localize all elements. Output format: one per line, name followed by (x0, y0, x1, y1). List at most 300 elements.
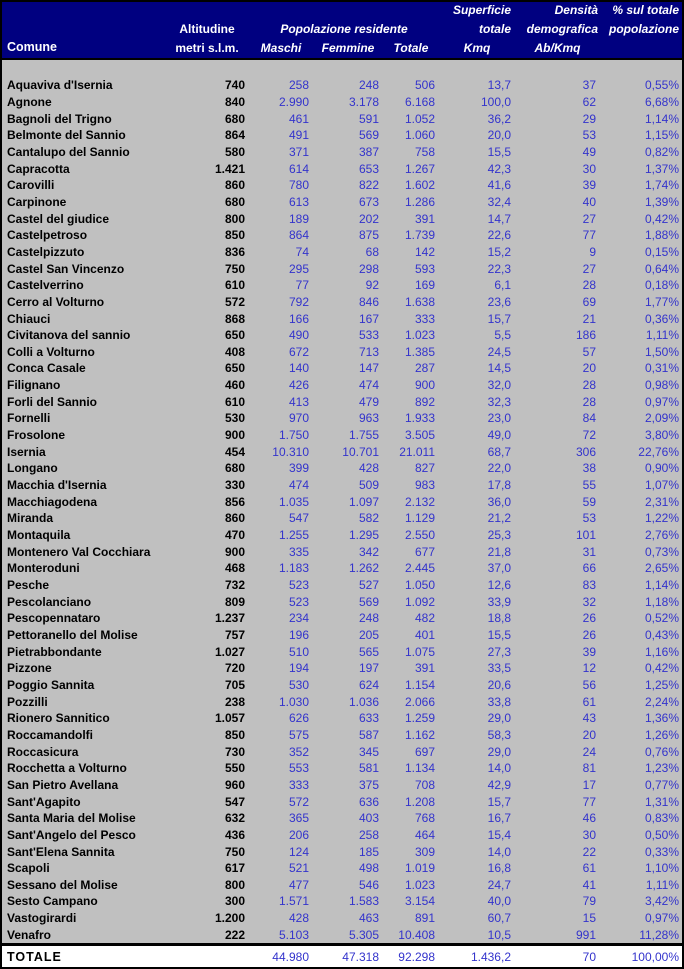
percento-cell: 1,74% (644, 178, 679, 193)
percento-cell: 22,76% (638, 444, 679, 459)
totale-cell: 677 (414, 544, 435, 559)
maschi-cell: 295 (288, 261, 309, 276)
totale-cell: 1.075 (404, 644, 435, 659)
table-row (2, 177, 682, 194)
densita-cell: 30 (582, 161, 596, 176)
total-superficie: 1.436,2 (470, 949, 511, 964)
total-totale: 92.298 (398, 949, 435, 964)
totale-cell: 758 (414, 144, 435, 159)
superficie-cell: 22,0 (487, 461, 511, 476)
comune-cell: Cerro al Volturno (7, 294, 105, 309)
maschi-cell: 140 (288, 361, 309, 376)
altitudine-cell: 1.027 (214, 644, 245, 659)
maschi-cell: 474 (288, 478, 309, 493)
header-femmine: Femmine (321, 41, 375, 55)
table-row (2, 693, 682, 710)
totale-cell: 2.445 (404, 561, 435, 576)
femmine-cell: 581 (358, 761, 379, 776)
femmine-cell: 342 (358, 544, 379, 559)
table-row (2, 843, 682, 860)
femmine-cell: 1.583 (348, 894, 379, 909)
comune-cell: Bagnoli del Trigno (7, 111, 112, 126)
femmine-cell: 636 (358, 794, 379, 809)
header-totale: Totale (393, 41, 429, 55)
total-row (2, 943, 682, 967)
maschi-cell: 547 (288, 511, 309, 526)
maschi-cell: 428 (288, 911, 309, 926)
superficie-cell: 16,7 (487, 811, 511, 826)
superficie-cell: 32,0 (487, 378, 511, 393)
superficie-cell: 15,4 (487, 827, 511, 842)
table-row (2, 477, 682, 494)
totale-cell: 892 (414, 394, 435, 409)
totale-cell: 21.011 (399, 444, 435, 459)
maschi-cell: 206 (288, 827, 309, 842)
total-femmine: 47.318 (342, 949, 379, 964)
percento-cell: 0,36% (644, 311, 679, 326)
comune-cell: Chiauci (7, 311, 51, 326)
densita-cell: 101 (575, 528, 596, 543)
comune-cell: Rionero Sannitico (7, 711, 110, 726)
header-maschi: Maschi (260, 41, 302, 55)
table-row (2, 710, 682, 727)
table-row (2, 860, 682, 877)
comune-cell: Pesche (7, 578, 50, 593)
altitudine-cell: 1.057 (214, 711, 245, 726)
femmine-cell: 1.036 (348, 694, 379, 709)
altitudine-cell: 960 (224, 777, 245, 792)
femmine-cell: 498 (358, 861, 379, 876)
altitudine-cell: 580 (224, 144, 245, 159)
altitudine-cell: 650 (224, 361, 245, 376)
maschi-cell: 490 (288, 328, 309, 343)
altitudine-cell: 1.200 (214, 911, 245, 926)
table-row (2, 110, 682, 127)
maschi-cell: 477 (288, 877, 309, 892)
percento-cell: 0,97% (644, 911, 679, 926)
percento-cell: 0,15% (644, 244, 679, 259)
femmine-cell: 673 (358, 194, 379, 209)
altitudine-cell: 732 (224, 578, 245, 593)
table-row (2, 627, 682, 644)
altitudine-cell: 550 (224, 761, 245, 776)
maschi-cell: 234 (288, 611, 309, 626)
comune-cell: Filignano (7, 378, 61, 393)
comune-cell: Agnone (7, 94, 52, 109)
percento-cell: 1,15% (644, 128, 679, 143)
altitudine-cell: 860 (224, 511, 245, 526)
superficie-cell: 15,5 (487, 627, 511, 642)
densita-cell: 57 (582, 344, 596, 359)
femmine-cell: 569 (358, 594, 379, 609)
superficie-cell: 6,1 (494, 278, 511, 293)
table-row (2, 310, 682, 327)
altitudine-cell: 1.237 (214, 611, 245, 626)
maschi-cell: 426 (288, 378, 309, 393)
comune-cell: Castelpizzuto (7, 244, 85, 259)
superficie-cell: 27,3 (487, 644, 511, 659)
header-densita-line2: demografica (526, 22, 598, 36)
densita-cell: 84 (582, 411, 596, 426)
densita-cell: 31 (582, 544, 596, 559)
comune-cell: Macchia d'Isernia (7, 478, 107, 493)
femmine-cell: 298 (358, 261, 379, 276)
percento-cell: 0,42% (644, 661, 679, 676)
superficie-cell: 15,7 (487, 794, 511, 809)
superficie-cell: 42,9 (487, 777, 511, 792)
superficie-cell: 41,6 (487, 178, 511, 193)
table-row (2, 510, 682, 527)
altitudine-cell: 454 (224, 444, 245, 459)
femmine-cell: 202 (358, 211, 379, 226)
percento-cell: 0,90% (644, 461, 679, 476)
superficie-cell: 32,4 (487, 194, 511, 209)
percento-cell: 0,52% (644, 611, 679, 626)
totale-cell: 3.505 (404, 428, 435, 443)
maschi-cell: 1.030 (278, 694, 309, 709)
maschi-cell: 626 (288, 711, 309, 726)
totale-cell: 1.259 (404, 711, 435, 726)
table-row (2, 277, 682, 294)
femmine-cell: 1.097 (348, 494, 379, 509)
table-row (2, 427, 682, 444)
totale-cell: 891 (414, 911, 435, 926)
comune-cell: Pietrabbondante (7, 644, 102, 659)
maschi-cell: 365 (288, 811, 309, 826)
densita-cell: 55 (582, 478, 596, 493)
totale-cell: 1.933 (404, 411, 435, 426)
densita-cell: 30 (582, 827, 596, 842)
table-row (2, 360, 682, 377)
percento-cell: 0,76% (644, 744, 679, 759)
total-percento: 100,00% (631, 949, 679, 964)
comune-cell: Santa Maria del Molise (7, 811, 136, 826)
maschi-cell: 1.571 (278, 894, 309, 909)
percento-cell: 1,11% (645, 328, 679, 343)
percento-cell: 1,25% (644, 677, 679, 692)
maschi-cell: 792 (288, 294, 309, 309)
percento-cell: 1,10% (644, 861, 679, 876)
maschi-cell: 189 (288, 211, 309, 226)
percento-cell: 0,55% (644, 78, 679, 93)
table-row (2, 810, 682, 827)
table-row (2, 877, 682, 894)
femmine-cell: 713 (358, 344, 379, 359)
femmine-cell: 509 (358, 478, 379, 493)
densita-cell: 39 (582, 644, 596, 659)
totale-cell: 464 (414, 827, 435, 842)
totale-cell: 391 (414, 661, 435, 676)
maschi-cell: 352 (288, 744, 309, 759)
femmine-cell: 205 (358, 627, 379, 642)
comune-cell: Castel San Vincenzo (7, 261, 125, 276)
table-row (2, 410, 682, 427)
femmine-cell: 474 (358, 378, 379, 393)
table-row (2, 77, 682, 94)
femmine-cell: 963 (358, 411, 379, 426)
table-row (2, 893, 682, 910)
femmine-cell: 248 (358, 78, 379, 93)
altitudine-cell: 850 (224, 727, 245, 742)
comune-cell: Pozzilli (7, 694, 48, 709)
densita-cell: 186 (575, 328, 596, 343)
altitudine-cell: 900 (224, 544, 245, 559)
femmine-cell: 1.295 (348, 528, 379, 543)
percento-cell: 1,50% (644, 344, 679, 359)
maschi-cell: 194 (288, 661, 309, 676)
femmine-cell: 5.305 (348, 927, 379, 942)
total-maschi: 44.980 (272, 949, 309, 964)
superficie-cell: 18,8 (487, 611, 511, 626)
totale-cell: 1.162 (404, 727, 435, 742)
densita-cell: 53 (582, 128, 596, 143)
maschi-cell: 1.750 (278, 428, 309, 443)
percento-cell: 1,23% (644, 761, 679, 776)
comune-cell: Poggio Sannita (7, 677, 95, 692)
totale-cell: 593 (414, 261, 435, 276)
femmine-cell: 624 (358, 677, 379, 692)
maschi-cell: 166 (288, 311, 309, 326)
totale-cell: 1.739 (404, 228, 435, 243)
femmine-cell: 587 (358, 727, 379, 742)
altitudine-cell: 222 (224, 927, 245, 942)
superficie-cell: 14,7 (487, 211, 511, 226)
superficie-cell: 17,8 (487, 478, 511, 493)
table-row (2, 910, 682, 927)
altitudine-cell: 530 (224, 411, 245, 426)
percento-cell: 0,33% (644, 844, 679, 859)
totale-cell: 900 (414, 378, 435, 393)
table-row (2, 793, 682, 810)
header-altitudine-line2: metri s.l.m. (175, 41, 239, 55)
superficie-cell: 14,5 (487, 361, 511, 376)
table-body (2, 60, 682, 943)
altitudine-cell: 750 (224, 844, 245, 859)
densita-cell: 39 (582, 178, 596, 193)
superficie-cell: 42,3 (487, 161, 511, 176)
maschi-cell: 333 (288, 777, 309, 792)
superficie-cell: 68,7 (487, 444, 511, 459)
altitudine-cell: 705 (224, 677, 245, 692)
altitudine-cell: 610 (224, 394, 245, 409)
comune-cell: Pizzone (7, 661, 52, 676)
percento-cell: 1,77% (644, 294, 679, 309)
altitudine-cell: 1.421 (214, 161, 245, 176)
densita-cell: 46 (582, 811, 596, 826)
maschi-cell: 1.183 (278, 561, 309, 576)
superficie-cell: 36,2 (487, 111, 511, 126)
densita-cell: 32 (582, 594, 596, 609)
table-row (2, 460, 682, 477)
percento-cell: 2,31% (644, 494, 679, 509)
densita-cell: 27 (582, 211, 596, 226)
densita-cell: 69 (582, 294, 596, 309)
table-row (2, 577, 682, 594)
percento-cell: 0,50% (644, 827, 679, 842)
comune-cell: San Pietro Avellana (7, 777, 119, 792)
maschi-cell: 196 (288, 627, 309, 642)
superficie-cell: 12,6 (487, 578, 511, 593)
comune-cell: Pescopennataro (7, 611, 101, 626)
superficie-cell: 32,3 (487, 394, 511, 409)
comune-cell: Forli del Sannio (7, 394, 98, 409)
totale-cell: 1.286 (404, 194, 435, 209)
percento-cell: 1,22% (644, 511, 679, 526)
percento-cell: 1,16% (644, 644, 679, 659)
altitudine-cell: 809 (224, 594, 245, 609)
table-row (2, 543, 682, 560)
densita-cell: 29 (582, 111, 596, 126)
densita-cell: 56 (582, 677, 596, 692)
comune-cell: Sant'Angelo del Pesco (7, 827, 136, 842)
header-percento-line1: % sul totale (612, 3, 679, 17)
densita-cell: 49 (582, 144, 596, 159)
maschi-cell: 864 (288, 228, 309, 243)
superficie-cell: 37,0 (487, 561, 511, 576)
densita-cell: 43 (582, 711, 596, 726)
superficie-cell: 100,0 (480, 94, 511, 109)
superficie-cell: 15,5 (487, 144, 511, 159)
femmine-cell: 533 (358, 328, 379, 343)
table-row (2, 777, 682, 794)
maschi-cell: 371 (288, 144, 309, 159)
comune-cell: Sant'Elena Sannita (7, 844, 115, 859)
table-row (2, 227, 682, 244)
femmine-cell: 147 (358, 361, 379, 376)
comune-cell: Longano (7, 461, 58, 476)
superficie-cell: 22,6 (487, 228, 511, 243)
femmine-cell: 428 (358, 461, 379, 476)
densita-cell: 15 (582, 911, 596, 926)
superficie-cell: 33,9 (487, 594, 511, 609)
totale-cell: 3.154 (404, 894, 435, 909)
totale-cell: 708 (414, 777, 435, 792)
percento-cell: 1,36% (644, 711, 679, 726)
totale-cell: 1.638 (404, 294, 435, 309)
comune-cell: Belmonte del Sannio (7, 128, 126, 143)
superficie-cell: 15,7 (487, 311, 511, 326)
altitudine-cell: 680 (224, 194, 245, 209)
comune-cell: Roccasicura (7, 744, 79, 759)
densita-cell: 20 (582, 727, 596, 742)
superficie-cell: 23,6 (487, 294, 511, 309)
totale-cell: 697 (414, 744, 435, 759)
table-row (2, 327, 682, 344)
altitudine-cell: 460 (224, 378, 245, 393)
altitudine-cell: 860 (224, 178, 245, 193)
altitudine-cell: 864 (224, 128, 245, 143)
maschi-cell: 970 (288, 411, 309, 426)
superficie-cell: 24,7 (487, 877, 511, 892)
maschi-cell: 530 (288, 677, 309, 692)
totale-cell: 1.052 (404, 111, 435, 126)
table-row (2, 377, 682, 394)
comune-cell: Castelpetroso (7, 228, 88, 243)
superficie-cell: 58,3 (487, 727, 511, 742)
comune-cell: Venafro (7, 927, 52, 942)
maschi-cell: 2.990 (278, 94, 309, 109)
femmine-cell: 68 (365, 244, 379, 259)
superficie-cell: 23,0 (487, 411, 511, 426)
percento-cell: 1,14% (644, 111, 679, 126)
comune-cell: Sant'Agapito (7, 794, 81, 809)
superficie-cell: 13,7 (487, 78, 511, 93)
percento-cell: 0,77% (644, 777, 679, 792)
densita-cell: 12 (582, 661, 596, 676)
percento-cell: 1,18% (644, 594, 679, 609)
totale-cell: 983 (414, 478, 435, 493)
table-header (2, 2, 682, 60)
comune-cell: Montenero Val Cocchiara (7, 544, 151, 559)
table-row (2, 443, 682, 460)
table-row (2, 160, 682, 177)
totale-cell: 1.154 (404, 677, 435, 692)
altitudine-cell: 300 (224, 894, 245, 909)
altitudine-cell: 800 (224, 211, 245, 226)
densita-cell: 83 (582, 578, 596, 593)
total-densita: 70 (582, 949, 596, 964)
percento-cell: 2,65% (644, 561, 679, 576)
percento-cell: 2,76% (644, 528, 679, 543)
maschi-cell: 572 (288, 794, 309, 809)
altitudine-cell: 900 (224, 428, 245, 443)
totale-cell: 1.050 (404, 578, 435, 593)
densita-cell: 21 (582, 311, 596, 326)
superficie-cell: 33,8 (487, 694, 511, 709)
densita-cell: 991 (575, 927, 596, 942)
densita-cell: 79 (582, 894, 596, 909)
femmine-cell: 258 (358, 827, 379, 842)
altitudine-cell: 868 (224, 311, 245, 326)
superficie-cell: 5,5 (494, 328, 511, 343)
comune-cell: Scapoli (7, 861, 50, 876)
comune-cell: Roccamandolfi (7, 727, 94, 742)
totale-cell: 2.132 (404, 494, 435, 509)
superficie-cell: 14,0 (487, 761, 511, 776)
comune-cell: Sesto Campano (7, 894, 98, 909)
totale-cell: 10.408 (398, 927, 435, 942)
percento-cell: 1,14% (644, 578, 679, 593)
densita-cell: 62 (582, 94, 596, 109)
maschi-cell: 613 (288, 194, 309, 209)
percento-cell: 0,43% (644, 627, 679, 642)
altitudine-cell: 680 (224, 111, 245, 126)
table-row (2, 393, 682, 410)
altitudine-cell: 850 (224, 228, 245, 243)
table-row (2, 127, 682, 144)
percento-cell: 1,26% (644, 727, 679, 742)
densita-cell: 28 (582, 278, 596, 293)
maschi-cell: 10.310 (272, 444, 309, 459)
comune-cell: Castelverrino (7, 278, 84, 293)
femmine-cell: 653 (358, 161, 379, 176)
densita-cell: 53 (582, 511, 596, 526)
percento-cell: 3,42% (644, 894, 679, 909)
femmine-cell: 633 (358, 711, 379, 726)
percento-cell: 0,18% (644, 278, 679, 293)
femmine-cell: 846 (358, 294, 379, 309)
totale-cell: 1.267 (404, 161, 435, 176)
superficie-cell: 10,5 (487, 927, 511, 942)
superficie-cell: 60,7 (487, 911, 511, 926)
femmine-cell: 569 (358, 128, 379, 143)
totale-cell: 768 (414, 811, 435, 826)
percento-cell: 0,98% (644, 378, 679, 393)
maschi-cell: 491 (288, 128, 309, 143)
superficie-cell: 24,5 (487, 344, 511, 359)
table-row (2, 760, 682, 777)
percento-cell: 3,80% (644, 428, 679, 443)
